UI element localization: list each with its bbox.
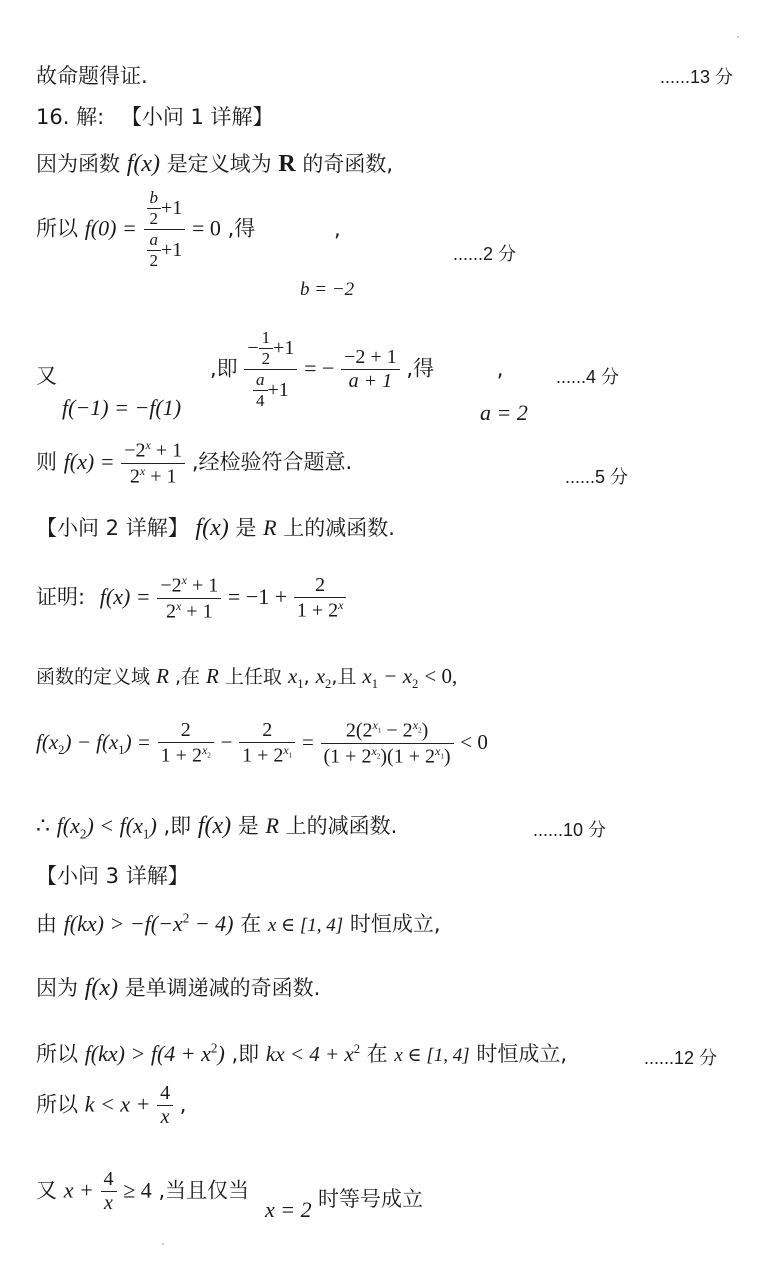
four-over-x: $\frac{4}{x}$ (157, 1082, 173, 1129)
difference-lhs: $f(x_2) - f(x_1)$ = (36, 730, 151, 758)
scan-speck (737, 36, 739, 38)
text: ,即 (210, 356, 238, 381)
fraction-2: $\frac{2}{1 + 2^{x_1}}$ (239, 719, 295, 768)
line-fx-result (36, 438, 352, 488)
text: ,得 (227, 216, 256, 241)
fx-expression: f(x) = (99, 584, 151, 610)
proof-line (36, 573, 346, 623)
score-12: ......12 分 (644, 1048, 718, 1068)
subquestion-1-heading: 【小问 1 详解】 (120, 105, 274, 129)
text: 的奇函数, (302, 152, 394, 176)
equals-minus: = − (304, 355, 335, 381)
equals-minus-one-plus: = −1 + (227, 584, 288, 610)
text: ,得 (406, 356, 435, 381)
score-13: ......13 分 (660, 67, 734, 87)
text: ,经检验符合题意. (191, 450, 353, 475)
difference-line: $f(x_2) - f(x_1)$ = $\frac{2}{1 + 2^{x_2}}$ − $\frac{2}{1 + 2^{x_1}}$ = $\frac{2(2^{x_1} - 2^{x_2})}{(1 + 2^{x_2})(1 + 2^{x_1})}$ < 0 (36, 718, 488, 768)
fx-fraction: $\frac{-2^x + 1}{2^x + 1}$ (121, 438, 185, 488)
given-inequality-line: 由 $f(kx) > -f(-x^2 - 4)$ 在 x ∈ [1, 4] 时恒成立, (36, 910, 441, 936)
text: 是定义域为 (166, 152, 272, 176)
equality-text: 时等号成立 (318, 1187, 423, 1211)
four-over-x: $\frac{4}{x}$ (101, 1168, 117, 1215)
score-4: ......4 分 (556, 367, 620, 387)
fraction-1: $\frac{2}{1 + 2^{x_2}}$ (158, 719, 214, 768)
k-bound-line: 所以 k < x + $\frac{4}{x}$ , (36, 1082, 187, 1128)
conclusion-decreasing: ∴ $f(x_2) < f(x_1)$ ,即 f(x) 是 R 上的减函数. (36, 813, 398, 842)
fraction-denominator: $\frac{a}{2}$ +1 (144, 229, 186, 271)
subquestion-3-heading: 【小问 3 详解】 (36, 864, 189, 888)
fraction-numerator: − $\frac{1}{2}$ +1 (247, 328, 295, 368)
text: 函数的定义域 (36, 666, 151, 688)
reduced-inequality-line: 所以 $f(kx) > f(4 + x^2)$ ,即 kx < $4 + x^2$ 在 x ∈ [1, 4] 时恒成立, (36, 1040, 568, 1066)
text-you: 又 (36, 364, 57, 388)
condition-expression: f(−1) = −f(1) (62, 395, 182, 420)
fx-fraction: $\frac{-2^x + 1}{2^x + 1}$ (157, 573, 221, 623)
problem-number: 16. 解: (36, 105, 105, 129)
a-solution: a = 2 (480, 400, 528, 425)
line-odd-function (36, 148, 393, 178)
f-minus1-fraction (244, 328, 297, 411)
fx-expression: f(x) = (63, 449, 115, 475)
fx-expression: f(x) (195, 515, 229, 541)
domain-line: 函数的定义域 R ,在 R 上任取 $x_1$, $x_2$,且 $x_1 - x_2 < 0$, (36, 664, 458, 692)
subquestion-2-heading: 【小问 2 详解】 (36, 516, 189, 540)
f0-expression: f(0) = (84, 215, 137, 241)
line-f-minus-1 (210, 328, 503, 411)
conclusion-text: 故命题得证. (36, 64, 148, 88)
text: 因为函数 (36, 152, 120, 176)
proof-label: 证明: (36, 585, 86, 610)
score-10: ......10 分 (533, 820, 607, 840)
b-solution: b = −2 (300, 279, 355, 300)
subquestion-2-line (36, 512, 395, 542)
equality-condition: x = 2 (265, 1197, 312, 1222)
combined-fraction: $\frac{2(2^{x_1} - 2^{x_2})}{(1 + 2^{x_2})(1 + 2^{x_1})}$ (321, 718, 454, 768)
text: 所以 (36, 216, 78, 241)
text: 则 (36, 450, 57, 475)
scan-speck (162, 1243, 164, 1245)
text: 是 (235, 516, 257, 540)
monotone-odd-line: 因为 f(x) 是单调递减的奇函数. (36, 975, 321, 1001)
set-R: R (263, 515, 277, 540)
fraction-denominator: $\frac{a}{4}$ +1 (244, 369, 297, 411)
set-R: R (278, 151, 296, 177)
score-5: ......5 分 (565, 467, 629, 487)
score-2: ......2 分 (453, 244, 517, 264)
am-gm-line: 又 x + $\frac{4}{x}$ ≥ 4 ,当且仅当 (36, 1168, 250, 1214)
fx-expression: f(x) (126, 151, 160, 177)
decomposed-fraction: $\frac{2}{1 + 2^x}$ (294, 574, 347, 623)
equals-zero: = 0 (191, 215, 221, 241)
problem-16-header (36, 101, 274, 131)
fraction-numerator: $\frac{b}{2}$ +1 (144, 188, 186, 229)
f0-fraction (144, 188, 186, 271)
comma: , (333, 216, 341, 241)
rhs-fraction: $\frac{-2 + 1}{a + 1}$ (341, 346, 400, 393)
text: 上的减函数. (283, 516, 395, 540)
line-f0 (36, 188, 341, 271)
comma: , (496, 356, 504, 381)
